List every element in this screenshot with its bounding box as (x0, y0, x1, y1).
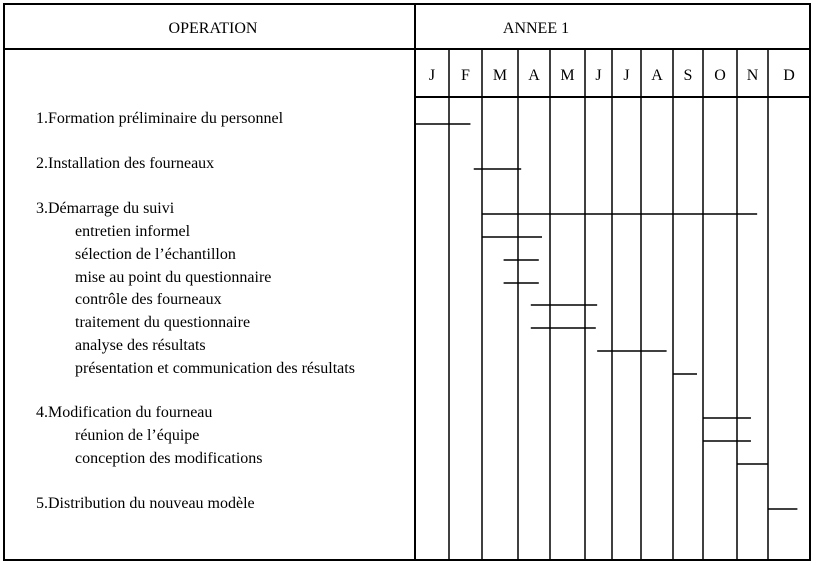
month-label: J (428, 67, 436, 84)
subtask-label: conception des modifications (75, 450, 263, 467)
task-label: 3.Démarrage du suivi (36, 200, 175, 217)
month-label: J (623, 67, 630, 84)
month-label: O (714, 67, 726, 84)
month-label: S (683, 67, 693, 84)
task-bars (415, 124, 797, 509)
subtask-label: traitement du questionnaire (75, 314, 251, 331)
year-header: ANNEE 1 (502, 20, 570, 37)
operation-header: OPERATION (168, 20, 258, 37)
month-label: M (492, 67, 508, 84)
subtask-label: présentation et communication des résultats (75, 360, 355, 377)
task-label: 1.Formation préliminaire du personnel (36, 110, 284, 127)
month-label: F (461, 67, 470, 84)
month-label: M (560, 67, 575, 84)
month-label: J (595, 67, 602, 84)
subtask-label: mise au point du questionnaire (75, 269, 272, 286)
task-label: 5.Distribution du nouveau modèle (36, 495, 255, 512)
subtask-label: réunion de l’équipe (75, 427, 200, 444)
month-dividers (449, 49, 768, 560)
month-label: A (528, 67, 540, 84)
month-label: D (783, 67, 795, 84)
subtask-label: entretien informel (75, 223, 191, 240)
month-label: N (746, 67, 759, 84)
subtask-label: contrôle des fourneaux (75, 291, 222, 308)
subtask-label: sélection de l’échantillon (75, 246, 236, 263)
subtask-label: analyse des résultats (75, 337, 206, 354)
task-label: 4.Modification du fourneau (36, 404, 213, 421)
month-label: A (651, 67, 663, 84)
task-labels (36, 110, 355, 512)
task-label: 2.Installation des fourneaux (36, 155, 215, 172)
